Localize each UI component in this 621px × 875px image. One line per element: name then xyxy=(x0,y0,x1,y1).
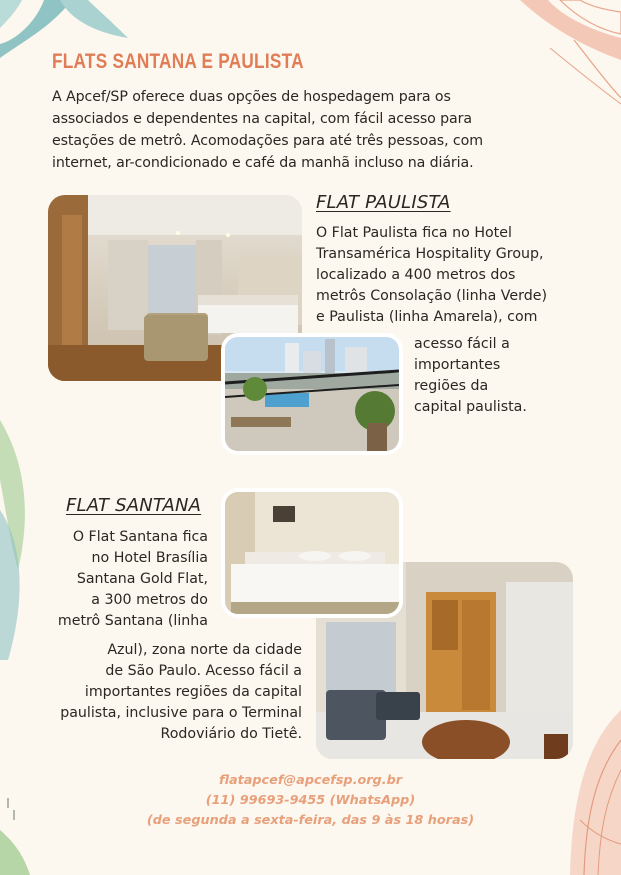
santana-description-cont xyxy=(40,640,302,745)
contact-hours: (de segunda a sexta-feira, das 9 às 18 horas) xyxy=(146,813,475,828)
intro-line: internet, ar-condicionado e café da manhã incluso na diária. xyxy=(52,155,474,171)
paulista-line: O Flat Paulista fica no Hotel xyxy=(316,225,512,241)
santana-line: Rodoviário do Tietê. xyxy=(160,726,302,742)
santana-line: de São Paulo. Acesso fácil a xyxy=(105,663,302,679)
santana-line: no Hotel Brasília xyxy=(91,550,208,566)
paulista-line: Transamérica Hospitality Group, xyxy=(316,246,544,262)
santana-line: importantes regiões da capital xyxy=(84,684,302,700)
paulista-line: regiões da xyxy=(414,378,489,394)
santana-description xyxy=(40,527,208,632)
paulista-description-cont xyxy=(414,334,527,418)
santana-line: paulista, inclusive para o Terminal xyxy=(60,705,302,721)
santana-heading: FLAT SANTANA xyxy=(66,495,202,516)
paulista-line: e Paulista (linha Amarela), com xyxy=(316,309,538,325)
paulista-line: importantes xyxy=(414,357,501,373)
santana-line: Santana Gold Flat, xyxy=(76,571,208,587)
contact-phone[interactable]: (11) 99693-9455 (WhatsApp) xyxy=(205,793,416,808)
paulista-heading: FLAT PAULISTA xyxy=(316,192,451,213)
intro-line: A Apcef/SP oferece duas opções de hospedagem para os xyxy=(52,89,451,105)
intro-paragraph xyxy=(52,86,572,174)
santana-line: O Flat Santana fica xyxy=(72,529,208,545)
santana-line: a 300 metros do xyxy=(91,592,208,608)
paulista-line: localizado a 400 metros dos xyxy=(316,267,516,283)
decorative-leaves-top-left xyxy=(0,0,140,90)
paulista-terrace-photo xyxy=(221,333,403,455)
contact-email[interactable]: flatapcef@apcefsp.org.br xyxy=(218,773,403,788)
santana-line: metrô Santana (linha xyxy=(57,613,208,629)
paulista-line: capital paulista. xyxy=(414,399,527,415)
intro-line: associados e dependentes na capital, com fácil acesso para xyxy=(52,111,472,127)
paulista-line: acesso fácil a xyxy=(414,336,510,352)
page-title: FLATS SANTANA E PAULISTA xyxy=(52,50,304,73)
santana-line: Azul), zona norte da cidade xyxy=(107,642,302,658)
intro-line: estações de metrô. Acomodações para até três pessoas, com xyxy=(52,133,483,149)
contact-info xyxy=(0,771,621,831)
paulista-line: metrôs Consolação (linha Verde) xyxy=(316,288,547,304)
santana-bedroom-photo xyxy=(221,488,403,618)
paulista-description xyxy=(316,223,547,328)
